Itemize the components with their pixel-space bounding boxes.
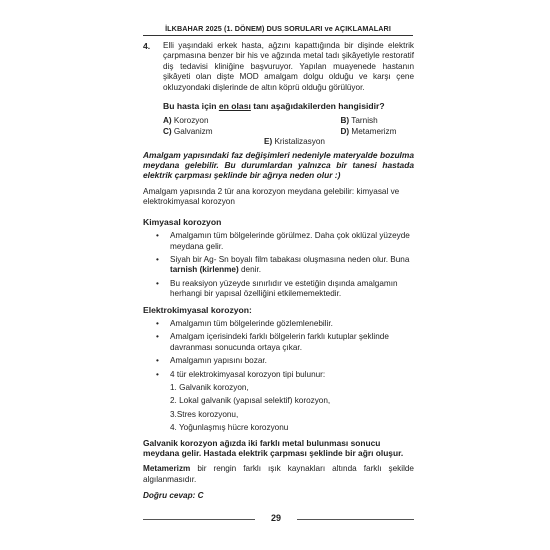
prompt-after: tanı aşağıdakilerden hangisidir? <box>250 101 385 112</box>
list-item: • Amalgamın yapısını bozar. <box>143 356 414 366</box>
list-item: • Siyah bir Ag- Sn boyalı film tabakası oluşmasına neden olur. Buna tarnish (kirlenme) denir. <box>143 255 414 276</box>
correct-answer: Doğru cevap: C <box>143 491 204 501</box>
option-a: A) Korozyon <box>163 116 209 126</box>
list-item: • Amalgam içerisindeki farklı bölgelerin farklı kutuplar şeklinde davranması sonucunda ortaya çıkar. <box>143 332 414 353</box>
corrosion-type: 1. Galvanik korozyon, <box>170 382 249 392</box>
corrosion-type: 4. Yoğunlaşmış hücre korozyonu <box>170 423 289 433</box>
question-number: 4. <box>143 41 151 51</box>
list-item: • 4 tür elektrokimyasal korozyon tipi bulunur: <box>143 370 414 380</box>
prompt-underlined: en olası <box>218 101 251 112</box>
metamerism-note: Metamerizm bir rengin farklı ışık kaynakları altında farklı şekilde algılanmasıdır. <box>143 464 414 484</box>
galvanic-conclusion: Galvanik korozyon ağızda iki farklı metal bulunması sonucu meydana gelir. Hastada elektrik çarpması şeklinde bir ağrı oluşur. <box>143 437 404 458</box>
option-c: C) Galvanizm <box>163 126 213 136</box>
prompt-before: Bu hasta için <box>163 101 219 112</box>
list-item: • Bu reaksiyon yüzeyde sınırlıdır ve estetiğin dışında amalgamın herhangi bir yapısal özelliğini etkilememektedir. <box>143 279 414 300</box>
list-item: • Amalgamın tüm bölgelerinde görülmez. Daha çok oklüzal yüzeyde meydana gelir. <box>143 231 414 252</box>
electrochemical-corrosion-list <box>143 319 414 380</box>
options-grid <box>163 116 414 147</box>
page-content <box>143 41 414 502</box>
tarnish-term: tarnish (kirlenme) <box>170 265 239 275</box>
corrosion-type: 3.Stres korozyonu, <box>170 409 239 419</box>
option-b: B) Tarnish <box>340 116 378 126</box>
question-prompt <box>163 101 414 111</box>
page-header: İLKBAHAR 2025 (1. DÖNEM) DUS SORULARI ve AÇIKLAMALARI <box>165 24 391 33</box>
question-text: Elli yaşındaki erkek hasta, ağzını kapattığında bir dişinde elektrik çarpmasına benzer bir his ve ağzında metal tadı şikâyetiyle restoratif diş tedavisi kliniğine başvuruyor. Yapılan muayenede hastanın şikâyeti olan dişte MOD amalgam dolgu olduğu ve karşı çene okluzyondaki dişlerinde de altın köprü olduğu görülüyor. <box>163 41 414 92</box>
footer-rule-left <box>143 519 255 520</box>
option-d: D) Metamerizm <box>340 126 397 136</box>
explanation-lead: Amalgam yapısındaki faz değişimleri nedeniyle materyalde bozulma meydana gelebilir. Bu durumlardan yalnızca bir tanesi hastada elektrik çarpması şeklinde bir ağrıya neden olur :) <box>143 149 414 181</box>
option-e: E) Kristalizasyon <box>264 137 325 147</box>
header-rule <box>143 35 413 36</box>
explanation-intro: Amalgam yapısında 2 tür ana korozyon meydana gelebilir: kimyasal ve elektrokimyasal korozyon <box>143 186 400 207</box>
page-number: 29 <box>270 513 281 523</box>
corrosion-type: 2. Lokal galvanik (yapısal selektif) korozyon, <box>170 396 331 406</box>
chemical-corrosion-list <box>143 231 414 299</box>
electrochemical-corrosion-title: Elektrokimyasal korozyon: <box>143 304 252 315</box>
chemical-corrosion-title: Kimyasal korozyon <box>143 216 222 227</box>
question-block <box>143 41 414 93</box>
list-item: • Amalgamın tüm bölgelerinde gözlemlenebilir. <box>143 319 414 329</box>
footer-rule-right <box>297 519 414 520</box>
